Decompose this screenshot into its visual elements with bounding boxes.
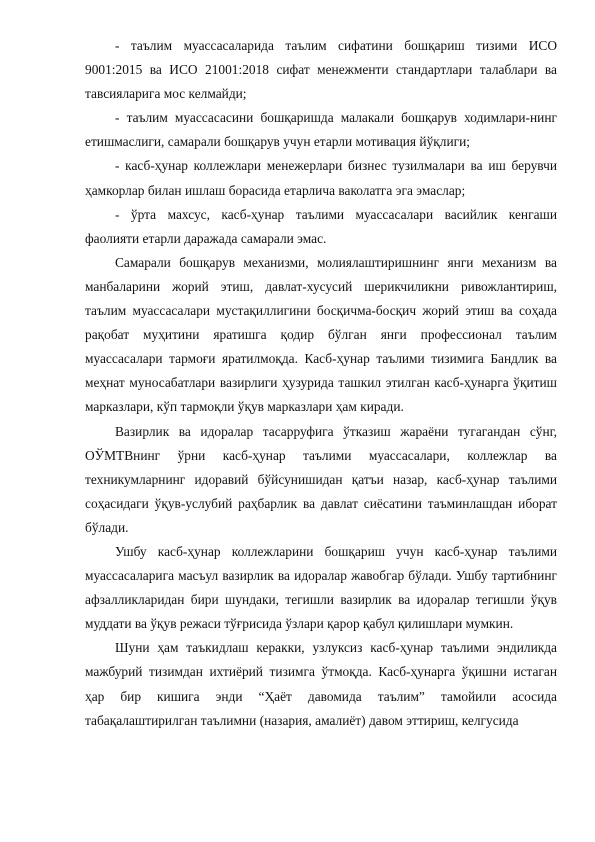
body-paragraph: Шуни ҳам таъкидлаш керакки, узлуксиз касб-ҳунар таълими эндиликда мажбурий тизимдан ихтиёрий тизимга ўтмоқда. Касб-ҳунарга ўқишни истаган ҳар бир кишига энди “Ҳаёт давомида таълим” тамойили асосида табақалаштирилган таълимни (назария, амалиёт) давом эттириш, келгусида [85,640,557,728]
bullet-paragraph: - таълим муассасаларида таълим сифатини бошқариш тизими ИСО 9001:2015 ва ИСО 21001:2018 сифат менежменти стандартлари талаблари ва тавсияларига мос келмайди; [85,38,557,102]
body-paragraph: Самарали бошқарув механизми, молиялаштиришнинг янги механизм ва манбаларини жорий этиш, давлат-хусусий шерикчиликни ривожлантириш, таълим муассасалари мустақиллигини босқичма-босқич жорий этиш ва соҳада рақобат муҳитини яратишга қодир бўлган янги профессионал таълим муассасалари тармоғи яратилмоқда. Касб-ҳунар таълими тизимига Бандлик ва меҳнат муносабатлари вазирлиги ҳузурида ташкил этилган касб-ҳунарга ўқитиш марказлари, кўп тармоқли ўқув марказлари ҳам киради. [85,254,557,415]
bullet-paragraph: - ўрта махсус, касб-ҳунар таълими муассасалари васийлик кенгаши фаолияти етарли даражада самарали эмас. [85,206,557,246]
body-paragraph: Вазирлик ва идоралар тасарруфига ўтказиш жараёни тугагандан сўнг, ОЎМТВнинг ўрни касб-ҳунар таълими муассасалари, коллежлар ва техникумларнинг идоравий бўйсунишидан қатъи назар, касб-ҳунар таълими соҳасидаги ўқув-услубий раҳбарлик ва давлат сиёсатини таъминлашдан иборат бўлади. [85,423,557,535]
body-paragraph: Ушбу касб-ҳунар коллежларини бошқариш учун касб-ҳунар таълими муассасаларига масъул вазирлик ва идоралар жавобгар бўлади. Ушбу тартибнинг афзалликларидан бири шундаки, тегишли вазирлик ва идоралар тегишли ўқув муддати ва ўқув режаси тўғрисида ўзлари қарор қабул қилишлари мумкин. [85,543,557,632]
bullet-paragraph: - касб-ҳунар коллежлари менежерлари бизнес тузилмалари ва иш берувчи ҳамкорлар билан ишлаш борасида етарлича ваколатга эга эмаслар; [85,158,557,198]
document-body [85,34,557,733]
bullet-paragraph: - таълим муассасасини бошқаришда малакали бошқарув ходимлари-нинг етишмаслиги, самарали бошқарув учун етарли мотивация йўқлиги; [85,110,557,150]
